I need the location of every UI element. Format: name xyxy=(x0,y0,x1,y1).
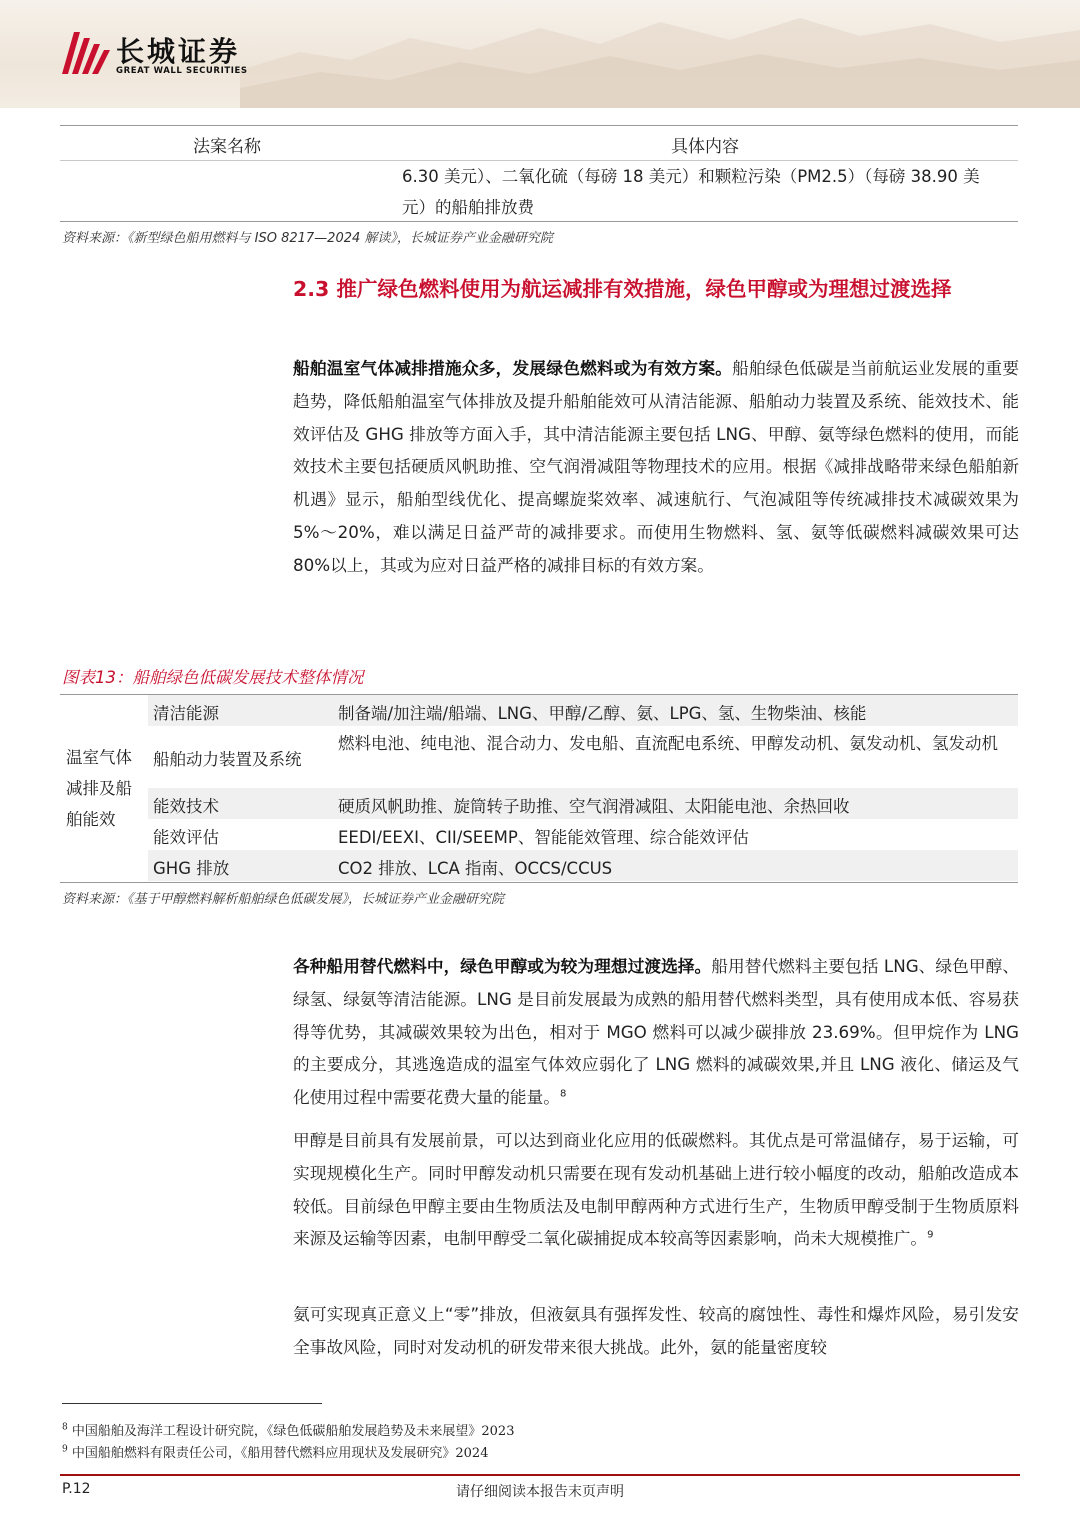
category-cell: 清洁能源 xyxy=(153,704,219,723)
mountain-backdrop xyxy=(240,0,1080,108)
table-row xyxy=(148,850,1018,881)
source-note: 资料来源：《基于甲醇燃料解析船舶绿色低碳发展》，长城证券产业金融研究院 xyxy=(62,892,505,907)
footnote-number: 8 xyxy=(62,1422,68,1433)
category-cell: 能效技术 xyxy=(153,797,219,816)
content-cell: 制备端/加注端/船端、LNG、甲醇/乙醇、氨、LPG、氢、生物柴油、核能 xyxy=(338,704,867,723)
footnote xyxy=(62,1442,488,1461)
content-cell: CO2 排放、LCA 指南、OCCS/CCUS xyxy=(338,859,613,878)
law-name-column-header: 法案名称 xyxy=(193,137,261,157)
paragraph xyxy=(293,1298,1019,1364)
paragraph xyxy=(293,1124,1019,1255)
footnote-text: 中国船舶及海洋工程设计研究院，《绿色低碳船舶发展趋势及未来展望》2023 xyxy=(71,1424,515,1439)
law-content-cell xyxy=(402,161,1017,223)
footer-disclaimer: 请仔细阅读本报告末页声明 xyxy=(456,1484,624,1500)
footnote-number: 9 xyxy=(62,1444,68,1455)
table-row xyxy=(148,819,1018,850)
law-table xyxy=(60,125,1018,222)
page-header xyxy=(0,0,1080,108)
paragraph-body: 船用替代燃料主要包括 LNG、绿色甲醇、绿氢、绿氨等清洁能源。LNG 是目前发展最为成熟的船用替代燃料类型，具有使用成本低、容易获得等优势，其减碳效果较为出色，相对于 MGO 燃料可以减少碳排放 23.69%。但甲烷作为 LNG 的主要成分，其逃逸造成的温室气体效应弱化了 LNG 燃料的减碳效果,并且 LNG 液化、储运及气化使用过程中需要花费大量的能量。 xyxy=(293,956,1020,1108)
footnote-text: 中国船舶燃料有限责任公司，《船用替代燃料应用现状及发展研究》2024 xyxy=(71,1446,489,1461)
figure-title: 图表13：船舶绿色低碳发展技术整体情况 xyxy=(62,668,364,687)
footer-divider xyxy=(60,1474,1020,1476)
footnote-divider xyxy=(62,1403,322,1404)
page-number: P.12 xyxy=(62,1481,91,1497)
footnote-ref: 8 xyxy=(560,1088,567,1100)
law-table-row xyxy=(60,161,1018,221)
table-row xyxy=(148,726,1018,788)
paragraph-body: 船舶绿色低碳是当前航运业发展的重要趋势，降低船舶温室气体排放及提升船舶能效可从清洁能源、船舶动力装置及系统、能效技术、能效评估及 GHG 排放等方面入手，其中清洁能源主要包括 LNG、甲醇、氨等绿色燃料的使用，而能效技术主要包括硬质风帆助推、空气润滑减阻等物理技术的应用。根据《减排战略带来绿色船舶新机遇》显示，船舶型线优化、提高螺旋桨效率、减速航行、气泡减阻等传统减排技术减碳效果为 5%～20%，难以满足日益严苛的减排要求。而使用生物燃料、氢、氨等低碳燃料减碳效果可达 80%以上，其或为应对日益严格的减排目标的有效方案。 xyxy=(293,358,1020,575)
category-cell: 船舶动力装置及系统 xyxy=(153,750,302,769)
section-title: 2.3 推广绿色燃料使用为航运减排有效措施，绿色甲醇或为理想过渡选择 xyxy=(293,277,952,301)
brand-name-cn: 长城证券 xyxy=(116,35,241,68)
paragraph-body: 氨可实现真正意义上“零”排放，但液氨具有强挥发性、较高的腐蚀性、毒性和爆炸风险，易引发安全事故风险，同时对发动机的研发带来很大挑战。此外，氨的能量密度较 xyxy=(293,1304,1019,1357)
footnote xyxy=(62,1420,514,1439)
source-note: 资料来源：《新型绿色船用燃料与 ISO 8217—2024 解读》，长城证券产业金融研究院 xyxy=(62,231,553,246)
law-table-header xyxy=(60,126,1018,161)
content-cell: EEDI/EEXI、CII/SEEMP、智能能效管理、综合能效评估 xyxy=(338,828,749,847)
tech-table xyxy=(60,694,1018,883)
table-row xyxy=(148,695,1018,726)
paragraph xyxy=(293,950,1019,1114)
category-cell: GHG 排放 xyxy=(153,859,230,878)
table-row xyxy=(148,788,1018,819)
brand-name-en: GREAT WALL SECURITIES xyxy=(116,66,248,76)
law-content-line: 元）的船舶排放费 xyxy=(402,198,534,217)
paragraph-lead: 船舶温室气体减排措施众多，发展绿色燃料或为有效方案。 xyxy=(293,358,733,378)
great-wall-logo-icon xyxy=(60,28,112,76)
content-cell: 硬质风帆助推、旋筒转子助推、空气润滑减阻、太阳能电池、余热回收 xyxy=(338,797,850,816)
paragraph-lead: 各种船用替代燃料中，绿色甲醇或为较为理想过渡选择。 xyxy=(293,956,712,976)
category-cell: 能效评估 xyxy=(153,828,219,847)
content-column-header: 具体内容 xyxy=(671,137,739,157)
content-cell: 燃料电池、纯电池、混合动力、发电船、直流配电系统、甲醇发动机、氨发动机、氢发动机 xyxy=(338,734,998,753)
law-content-line: 6.30 美元）、二氧化硫（每磅 18 美元）和颗粒污染（PM2.5）（每磅 38.90 美 xyxy=(402,167,980,186)
paragraph xyxy=(293,352,1019,582)
paragraph-body: 甲醇是目前具有发展前景，可以达到商业化应用的低碳燃料。其优点是可常温储存，易于运输，可实现规模化生产。同时甲醇发动机只需要在现有发动机基础上进行较小幅度的改动，船舶改造成本较低。目前绿色甲醇主要由生物质法及电制甲醇两种方式进行生产，生物质甲醇受制于生物质原料来源及运输等因素，电制甲醇受二氧化碳捕捉成本较高等因素影响，尚未大规模推广。 xyxy=(293,1130,1019,1249)
row-group-header: 温室气体减排及船舶能效 xyxy=(66,748,132,829)
footnote-ref: 9 xyxy=(927,1229,934,1241)
